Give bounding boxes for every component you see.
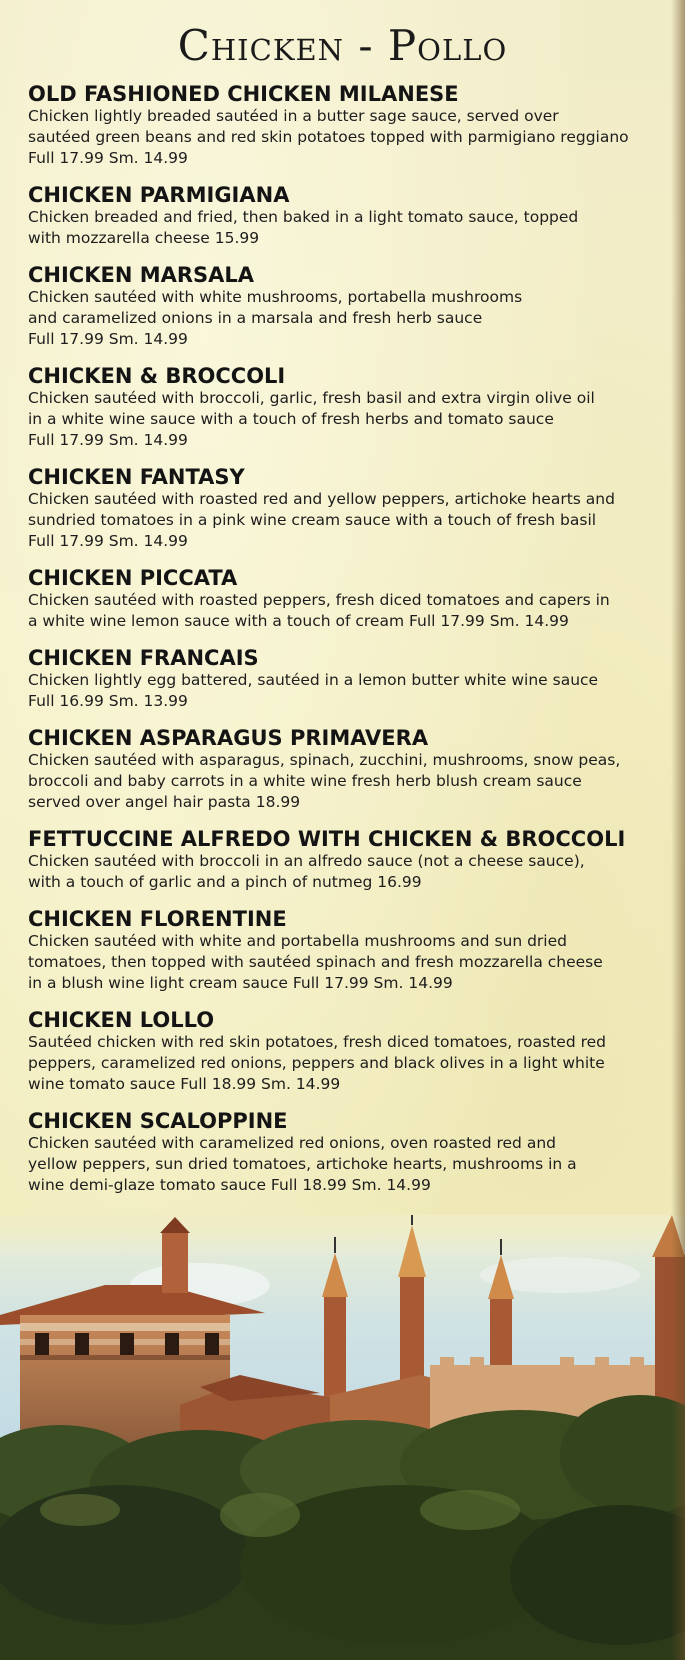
- menu-item-description: Chicken sautéed with caramelized red onions, oven roasted red and yellow peppers, sun dried tomatoes, artichoke hearts, mushrooms in a wine demi-glaze tomato sauce Full 18.99 Sm. 14.99: [28, 1134, 577, 1194]
- menu-item-description: Chicken sautéed with white mushrooms, portabella mushrooms and caramelized onions in a marsala and fresh herb sauce Full 17.99 Sm. 14.99: [28, 288, 523, 348]
- menu-item-name: CHICKEN LOLLO: [28, 1008, 215, 1032]
- menu-item: [28, 263, 668, 350]
- menu-item-description: Chicken sautéed with asparagus, spinach, zucchini, mushrooms, snow peas, broccoli and baby carrots in a white wine fresh herb blush cream sauce served over angel hair pasta 18.99: [28, 751, 621, 811]
- menu-item-name: CHICKEN PICCATA: [28, 566, 238, 590]
- menu-item-name: CHICKEN & BROCCOLI: [28, 364, 286, 388]
- menu-item: [28, 82, 668, 169]
- menu-item: [28, 465, 668, 552]
- menu-item-name: CHICKEN FRANCAIS: [28, 646, 259, 670]
- menu-item-name: CHICKEN SCALOPPINE: [28, 1109, 288, 1133]
- menu-item: [28, 907, 668, 994]
- menu-item-description: Chicken lightly breaded sautéed in a butter sage sauce, served over sautéed green beans and red skin potatoes topped with parmigiano reggiano Full 17.99 Sm. 14.99: [28, 107, 629, 167]
- menu-item: [28, 1109, 668, 1196]
- foliage: [0, 1395, 685, 1660]
- menu-item-description: Chicken sautéed with white and portabella mushrooms and sun dried tomatoes, then topped with sautéed spinach and fresh mozzarella cheese in a blush wine light cream sauce Full 17.99 Sm. 14.99: [28, 932, 603, 992]
- menu-item-description: Chicken sautéed with broccoli, garlic, fresh basil and extra virgin olive oil in a white wine sauce with a touch of fresh herbs and tomato sauce Full 17.99 Sm. 14.99: [28, 389, 595, 449]
- menu-item-name: CHICKEN ASPARAGUS PRIMAVERA: [28, 726, 429, 750]
- menu-item: [28, 183, 668, 249]
- menu-item-description: Chicken breaded and fried, then baked in a light tomato sauce, topped with mozzarella cheese 15.99: [28, 208, 579, 247]
- menu-item: [28, 646, 668, 712]
- menu-item-name: CHICKEN PARMIGIANA: [28, 183, 290, 207]
- menu-item: [28, 827, 668, 893]
- menu-item: [28, 726, 668, 813]
- menu-item-description: Sautéed chicken with red skin potatoes, fresh diced tomatoes, roasted red peppers, caramelized red onions, peppers and black olives in a light white wine tomato sauce Full 18.99 Sm. 14.99: [28, 1033, 607, 1093]
- menu-item: [28, 364, 668, 451]
- menu-item-name: OLD FASHIONED CHICKEN MILANESE: [28, 82, 459, 106]
- page-title: Chicken - Pollo: [177, 21, 508, 70]
- menu-item-description: Chicken sautéed with roasted peppers, fresh diced tomatoes and capers in a white wine lemon sauce with a touch of cream Full 17.99 Sm. 14.99: [28, 591, 610, 630]
- menu-item-description: Chicken lightly egg battered, sautéed in a lemon butter white wine sauce Full 16.99 Sm. 13.99: [28, 671, 599, 710]
- menu-item-name: CHICKEN FANTASY: [28, 465, 245, 489]
- menu-item-description: Chicken sautéed with broccoli in an alfredo sauce (not a cheese sauce), with a touch of garlic and a pinch of nutmeg 16.99: [28, 852, 585, 891]
- menu-item-name: FETTUCCINE ALFREDO WITH CHICKEN & BROCCOLI: [28, 827, 626, 851]
- castle-photo: [0, 1215, 685, 1660]
- menu-item-description: Chicken sautéed with roasted red and yellow peppers, artichoke hearts and sundried tomatoes in a pink wine cream sauce with a touch of fresh basil Full 17.99 Sm. 14.99: [28, 490, 615, 550]
- menu-list: [28, 82, 668, 1210]
- page-edge-shadow: [671, 0, 685, 1660]
- menu-item: [28, 1008, 668, 1095]
- menu-item: [28, 566, 668, 632]
- menu-item-name: CHICKEN MARSALA: [28, 263, 255, 287]
- menu-item-name: CHICKEN FLORENTINE: [28, 907, 287, 931]
